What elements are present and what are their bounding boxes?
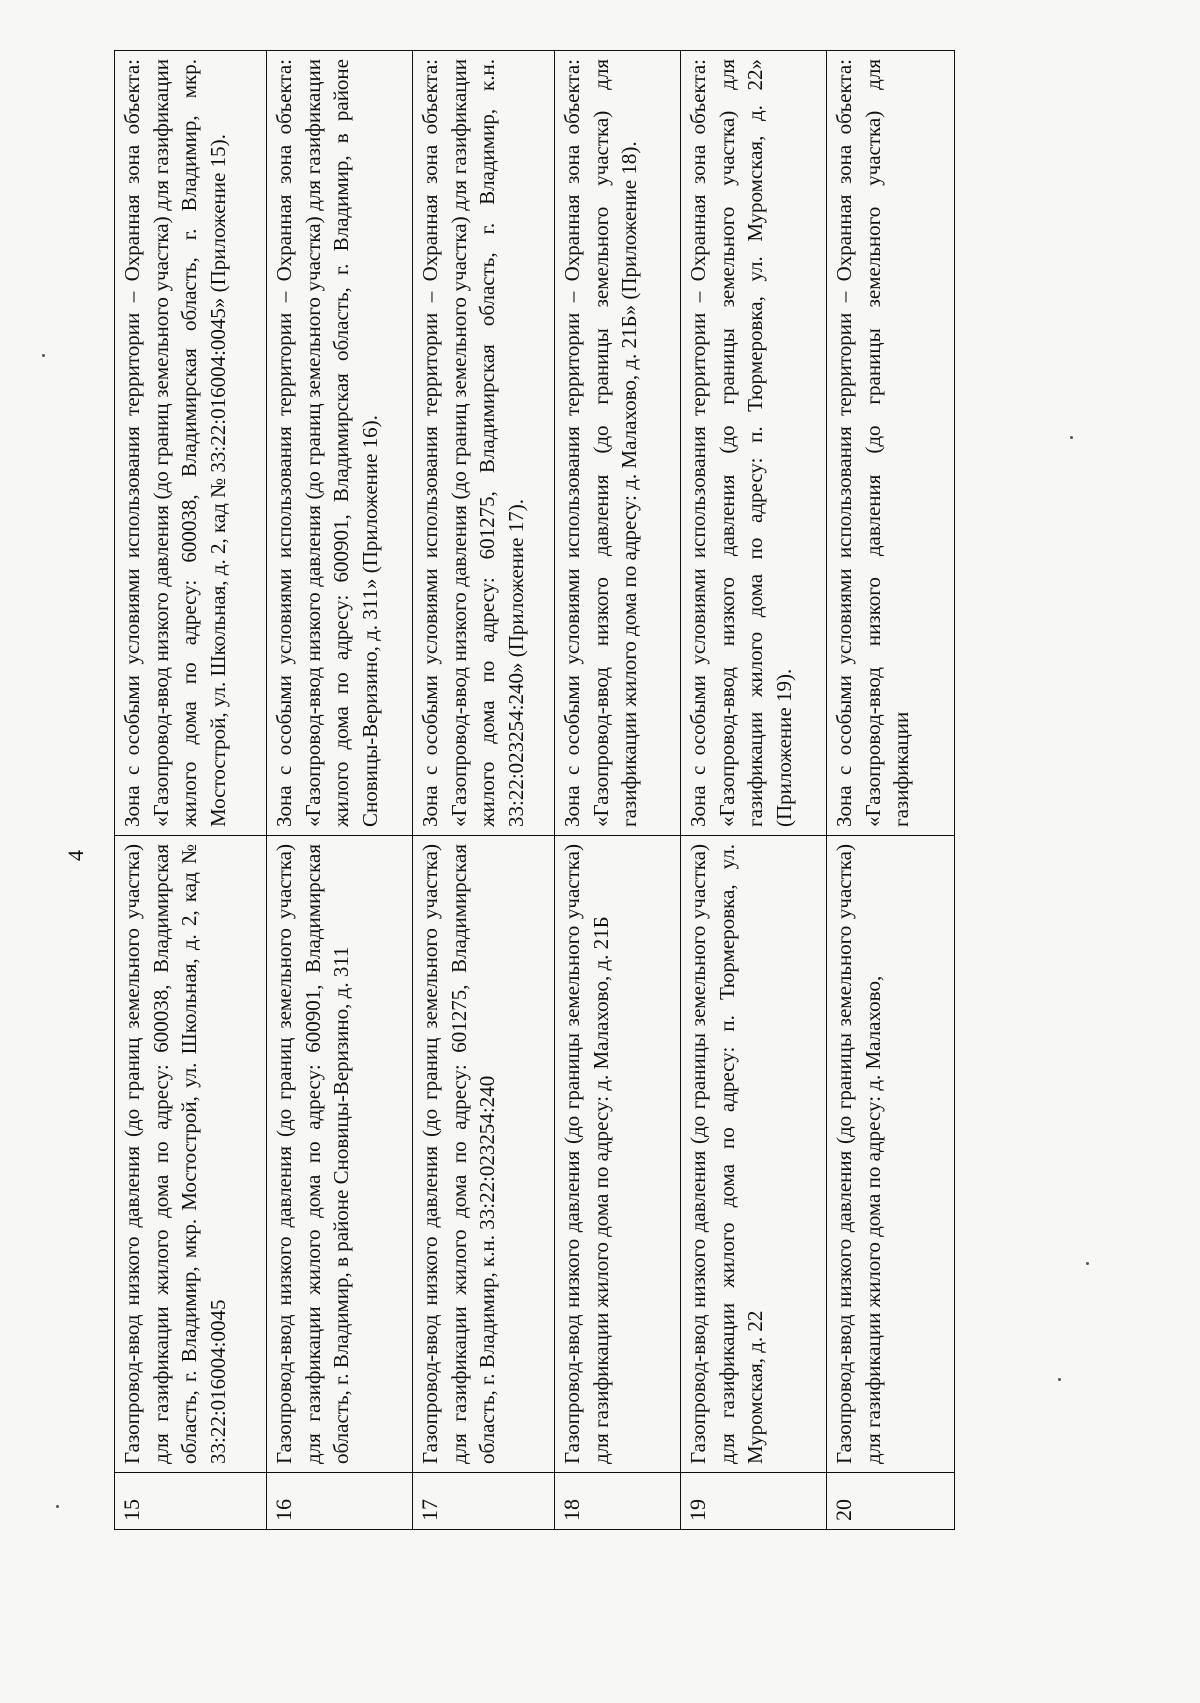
zone-description: Зона с особыми условиями использования территории – Охранная зона объекта: «Газопровод-ввод низкого давления (до границ земельного участка) для газификации жилого дома по адресу: 600901, Владимирская область, г. Владимир, в районе Сновицы-Веризино, д. 311» (Приложение 16). <box>267 51 413 836</box>
page-number: 4 <box>63 850 88 861</box>
scan-speck <box>1086 1262 1089 1265</box>
zone-description: Зона с особыми условиями использования территории – Охранная зона объекта: «Газопровод-ввод низкого давления (до границ земельного участка) для газификации жилого дома по адресу: 600038, Владимирская область, г. Владимир, мкр. Мостострой, ул. Школьная, д. 2, кад № 33:22:016004:0045» (Приложение 15). <box>115 51 267 836</box>
table-row <box>115 51 267 1530</box>
row-number: 17 <box>413 1473 555 1530</box>
rotated-table-container <box>114 50 954 1530</box>
table-row <box>555 51 681 1530</box>
scan-speck <box>42 354 45 357</box>
scan-speck <box>56 1505 59 1508</box>
table-row <box>827 51 955 1530</box>
zone-description: Зона с особыми условиями использования территории – Охранная зона объекта: «Газопровод-ввод низкого давления (до границы земельного участка) для газификации жилого дома по адресу: д. Малахово, д. 21Б» (Приложение 18). <box>555 51 681 836</box>
object-description: Газопровод-ввод низкого давления (до границ земельного участка) для газификации жилого дома по адресу: 600038, Владимирская область, г. Владимир, мкр. Мостострой, ул. Школьная, д. 2, кад № 33:22:016004:0045 <box>115 836 267 1473</box>
object-description: Газопровод-ввод низкого давления (до границ земельного участка) для газификации жилого дома по адресу: 600901, Владимирская область, г. Владимир, в районе Сновицы-Веризино, д. 311 <box>267 836 413 1473</box>
table-row <box>681 51 827 1530</box>
row-number: 15 <box>115 1473 267 1530</box>
zones-table <box>114 50 955 1530</box>
zone-description: Зона с особыми условиями использования территории – Охранная зона объекта: «Газопровод-ввод низкого давления (до границы земельного участка) для газификации <box>827 51 955 836</box>
row-number: 16 <box>267 1473 413 1530</box>
row-number: 18 <box>555 1473 681 1530</box>
table-row <box>267 51 413 1530</box>
object-description: Газопровод-ввод низкого давления (до границы земельного участка) для газификации жилого дома по адресу: п. Тюрмеровка, ул. Муромская, д. 22 <box>681 836 827 1473</box>
scan-speck <box>1058 1378 1061 1381</box>
object-description: Газопровод-ввод низкого давления (до границы земельного участка) для газификации жилого дома по адресу: д. Малахово, д. 21Б <box>555 836 681 1473</box>
zone-description: Зона с особыми условиями использования территории – Охранная зона объекта: «Газопровод-ввод низкого давления (до границ земельного участка) для газификации жилого дома по адресу: 601275, Владимирская область, г. Владимир, к.н. 33:22:023254:240» (Приложение 17). <box>413 51 555 836</box>
page-number-container <box>63 838 88 866</box>
table-row <box>413 51 555 1530</box>
object-description: Газопровод-ввод низкого давления (до границ земельного участка) для газификации жилого дома по адресу: 601275, Владимирская область, г. Владимир, к.н. 33:22:023254:240 <box>413 836 555 1473</box>
object-description: Газопровод-ввод низкого давления (до границы земельного участка) для газификации жилого дома по адресу: д. Малахово, <box>827 836 955 1473</box>
zone-description: Зона с особыми условиями использования территории – Охранная зона объекта: «Газопровод-ввод низкого давления (до границы земельного участка) для газификации жилого дома по адресу: п. Тюрмеровка, ул. Муромская, д. 22» (Приложение 19). <box>681 51 827 836</box>
row-number: 19 <box>681 1473 827 1530</box>
row-number: 20 <box>827 1473 955 1530</box>
scan-speck <box>1070 436 1073 439</box>
